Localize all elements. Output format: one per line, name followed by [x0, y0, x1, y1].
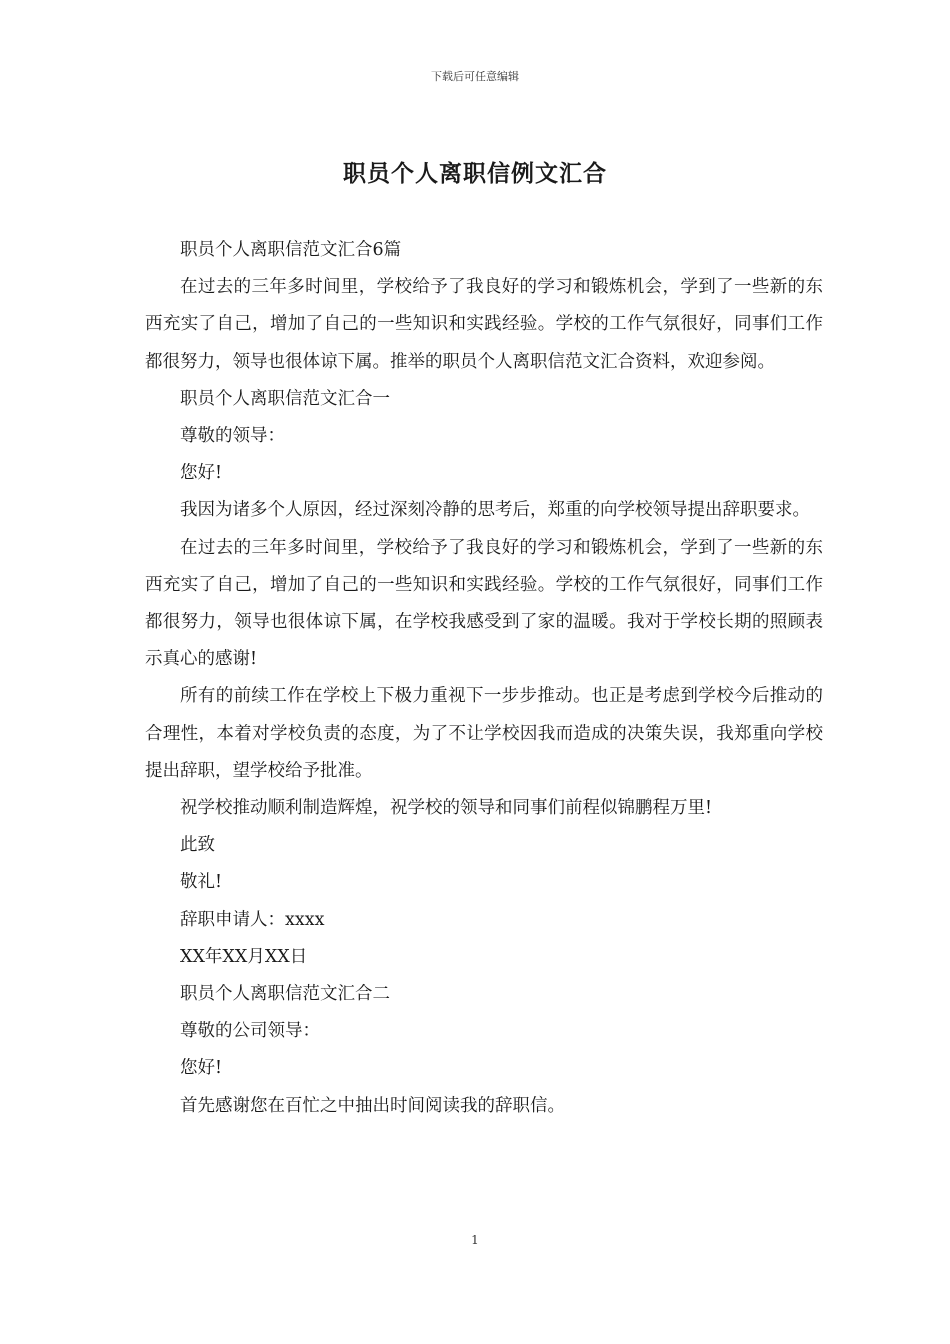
paragraph: 首先感谢您在百忙之中抽出时间阅读我的辞职信。 [180, 1095, 565, 1116]
paragraph: 职员个人离职信范文汇合6篇 [180, 240, 402, 260]
page-title: 职员个人离职信例文汇合 [343, 160, 607, 187]
document-body [145, 232, 823, 1125]
paragraph: 在过去的三年多时间里，学校给予了我良好的学习和锻炼机会，学到了一些新的东西充实了自己，增加了自己的一些知识和实践经验。学校的工作气氛很好，同事们工作都很努力，领导也很体谅下属。推举的职员个人离职信范文汇合资料，欢迎参阅。 [145, 277, 823, 372]
paragraph: 尊敬的领导： [180, 426, 285, 447]
paragraph: 在过去的三年多时间里，学校给予了我良好的学习和锻炼机会，学到了一些新的东西充实了自己，增加了自己的一些知识和实践经验。学校的工作气氛很好，同事们工作都很努力，领导也很体谅下属，在学校我感受到了家的温暖。我对于学校长期的照顾表示真心的感谢! [145, 537, 823, 670]
paragraph: 此致 [180, 835, 215, 856]
paragraph: 所有的前续工作在学校上下极力重视下一步步推动。也正是考虑到学校今后推动的合理性，本着对学校负责的态度，为了不让学校因我而造成的决策失误，我郑重向学校提出辞职，望学校给予批准。 [145, 686, 823, 781]
paragraph: 尊敬的公司领导： [180, 1021, 320, 1042]
header-note: 下载后可任意编辑 [431, 70, 519, 83]
paragraph: 辞职申请人：xxxx [180, 909, 325, 930]
paragraph: 您好! [180, 1058, 223, 1079]
paragraph: XX年XX月XX日 [180, 946, 308, 967]
paragraph: 职员个人离职信范文汇合一 [180, 388, 390, 409]
paragraph: 敬礼! [180, 872, 223, 893]
paragraph: 职员个人离职信范文汇合二 [180, 984, 390, 1005]
paragraph: 您好! [180, 463, 223, 484]
paragraph: 祝学校推动顺利制造辉煌，祝学校的领导和同事们前程似锦鹏程万里! [180, 798, 713, 819]
page-number: 1 [471, 1233, 479, 1247]
paragraph: 我因为诸多个人原因，经过深刻冷静的思考后，郑重的向学校领导提出辞职要求。 [180, 500, 810, 521]
